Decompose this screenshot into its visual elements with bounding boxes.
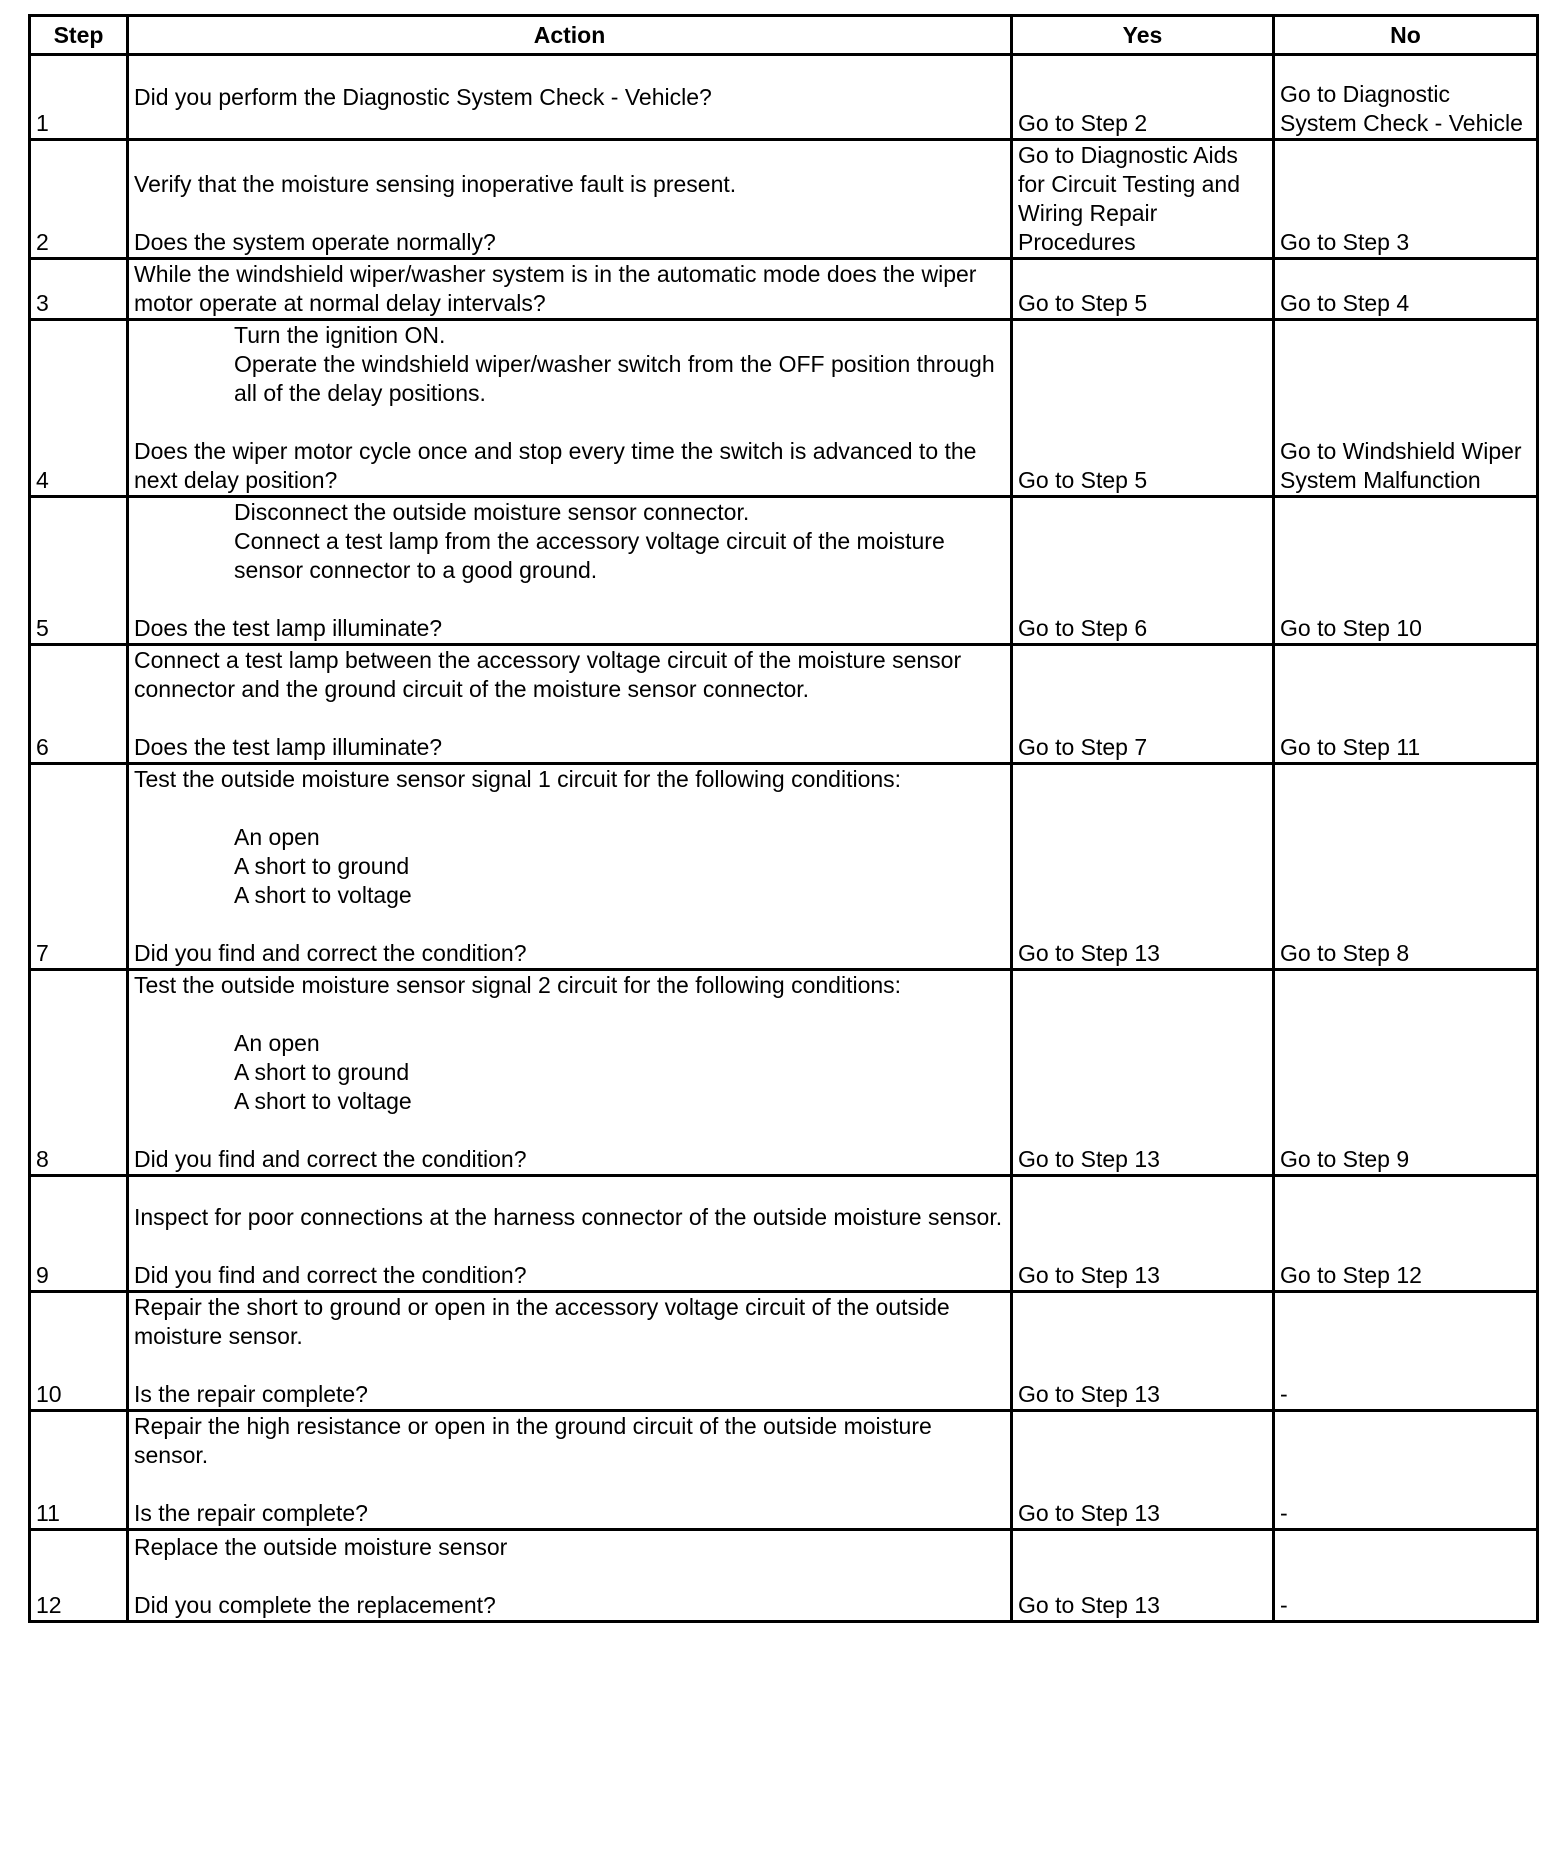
action-substep: Operate the windshield wiper/washer switch from the OFF position through all of the delay positions. (234, 351, 995, 406)
header-row (30, 16, 1538, 55)
action-question: Does the test lamp illuminate? (134, 615, 443, 641)
action-instruction: Test the outside moisture sensor signal 2 circuit for the following conditions: (134, 972, 902, 998)
yes-cell: Go to Step 13 (1012, 1292, 1274, 1411)
table-row (30, 1292, 1538, 1411)
yes-cell: Go to Step 7 (1012, 645, 1274, 764)
action-instruction: Inspect for poor connections at the harness connector of the outside moisture sensor. (134, 1204, 1003, 1230)
step-number: 9 (30, 1176, 128, 1292)
header-yes: Yes (1012, 16, 1274, 55)
table-row (30, 1530, 1538, 1622)
action-instruction: Replace the outside moisture sensor (134, 1534, 508, 1560)
action-instruction: Verify that the moisture sensing inoperative fault is present. (134, 171, 737, 197)
no-cell: - (1274, 1292, 1538, 1411)
table-row (30, 55, 1538, 140)
step-number: 2 (30, 140, 128, 259)
no-cell: - (1274, 1530, 1538, 1622)
table-row (30, 764, 1538, 970)
action-cell (128, 1176, 1012, 1292)
action-condition: A short to ground (234, 1059, 410, 1085)
step-number: 12 (30, 1530, 128, 1622)
step-number: 11 (30, 1411, 128, 1530)
action-condition: A short to voltage (234, 882, 412, 908)
action-condition: An open (234, 824, 320, 850)
action-cell (128, 320, 1012, 497)
action-question: Did you complete the replacement? (134, 1592, 496, 1618)
action-question: Did you find and correct the condition? (134, 1146, 527, 1172)
header-action: Action (128, 16, 1012, 55)
action-question: Did you find and correct the condition? (134, 1262, 527, 1288)
table-row (30, 1411, 1538, 1530)
yes-cell: Go to Step 13 (1012, 764, 1274, 970)
step-number: 10 (30, 1292, 128, 1411)
action-question: Does the wiper motor cycle once and stop every time the switch is advanced to the next delay position? (134, 438, 977, 493)
no-cell: Go to Step 12 (1274, 1176, 1538, 1292)
yes-cell: Go to Step 13 (1012, 1411, 1274, 1530)
yes-cell: Go to Diagnostic Aids for Circuit Testing and Wiring Repair Procedures (1012, 140, 1274, 259)
action-question: Does the test lamp illuminate? (134, 734, 443, 760)
no-cell: Go to Step 9 (1274, 970, 1538, 1176)
action-question: Is the repair complete? (134, 1500, 368, 1526)
yes-cell: Go to Step 13 (1012, 970, 1274, 1176)
action-cell (128, 55, 1012, 140)
step-number: 5 (30, 497, 128, 645)
action-condition: An open (234, 1030, 320, 1056)
action-instruction: Connect a test lamp between the accessory voltage circuit of the moisture sensor connector and the ground circuit of the moisture sensor connector. (134, 647, 962, 702)
action-cell (128, 497, 1012, 645)
table-row (30, 140, 1538, 259)
action-cell (128, 970, 1012, 1176)
yes-cell: Go to Step 2 (1012, 55, 1274, 140)
step-number: 1 (30, 55, 128, 140)
no-cell: Go to Diagnostic System Check - Vehicle (1274, 55, 1538, 140)
no-cell: Go to Step 8 (1274, 764, 1538, 970)
action-substep: Turn the ignition ON. (234, 322, 446, 348)
yes-cell: Go to Step 13 (1012, 1176, 1274, 1292)
table-row (30, 259, 1538, 320)
action-substep: Connect a test lamp from the accessory voltage circuit of the moisture sensor connector to a good ground. (234, 528, 945, 583)
no-cell: Go to Step 3 (1274, 140, 1538, 259)
no-cell: - (1274, 1411, 1538, 1530)
action-cell (128, 645, 1012, 764)
action-question: Does the system operate normally? (134, 229, 496, 255)
yes-cell: Go to Step 13 (1012, 1530, 1274, 1622)
action-question: Did you find and correct the condition? (134, 940, 527, 966)
action-cell (128, 259, 1012, 320)
no-cell: Go to Windshield Wiper System Malfunction (1274, 320, 1538, 497)
step-number: 4 (30, 320, 128, 497)
step-number: 8 (30, 970, 128, 1176)
yes-cell: Go to Step 6 (1012, 497, 1274, 645)
header-step: Step (30, 16, 128, 55)
action-question: Is the repair complete? (134, 1381, 368, 1407)
action-cell (128, 140, 1012, 259)
no-cell: Go to Step 4 (1274, 259, 1538, 320)
action-cell (128, 764, 1012, 970)
table-row (30, 497, 1538, 645)
action-instruction: Repair the short to ground or open in the accessory voltage circuit of the outside moisture sensor. (134, 1294, 950, 1349)
table-row (30, 1176, 1538, 1292)
action-instruction: Test the outside moisture sensor signal 1 circuit for the following conditions: (134, 766, 902, 792)
header-no: No (1274, 16, 1538, 55)
diagnostic-table (28, 14, 1539, 1623)
action-instruction: Repair the high resistance or open in the ground circuit of the outside moisture sensor. (134, 1413, 932, 1468)
action-substep: Disconnect the outside moisture sensor connector. (234, 499, 750, 525)
yes-cell: Go to Step 5 (1012, 320, 1274, 497)
table-row (30, 970, 1538, 1176)
action-question: While the windshield wiper/washer system is in the automatic mode does the wiper motor operate at normal delay intervals? (134, 261, 977, 316)
action-question: Did you perform the Diagnostic System Check - Vehicle? (134, 83, 712, 110)
yes-cell: Go to Step 5 (1012, 259, 1274, 320)
table-row (30, 645, 1538, 764)
action-cell (128, 1411, 1012, 1530)
no-cell: Go to Step 10 (1274, 497, 1538, 645)
table-row (30, 320, 1538, 497)
step-number: 6 (30, 645, 128, 764)
step-number: 7 (30, 764, 128, 970)
action-cell (128, 1292, 1012, 1411)
action-condition: A short to ground (234, 853, 410, 879)
action-cell (128, 1530, 1012, 1622)
action-condition: A short to voltage (234, 1088, 412, 1114)
step-number: 3 (30, 259, 128, 320)
no-cell: Go to Step 11 (1274, 645, 1538, 764)
